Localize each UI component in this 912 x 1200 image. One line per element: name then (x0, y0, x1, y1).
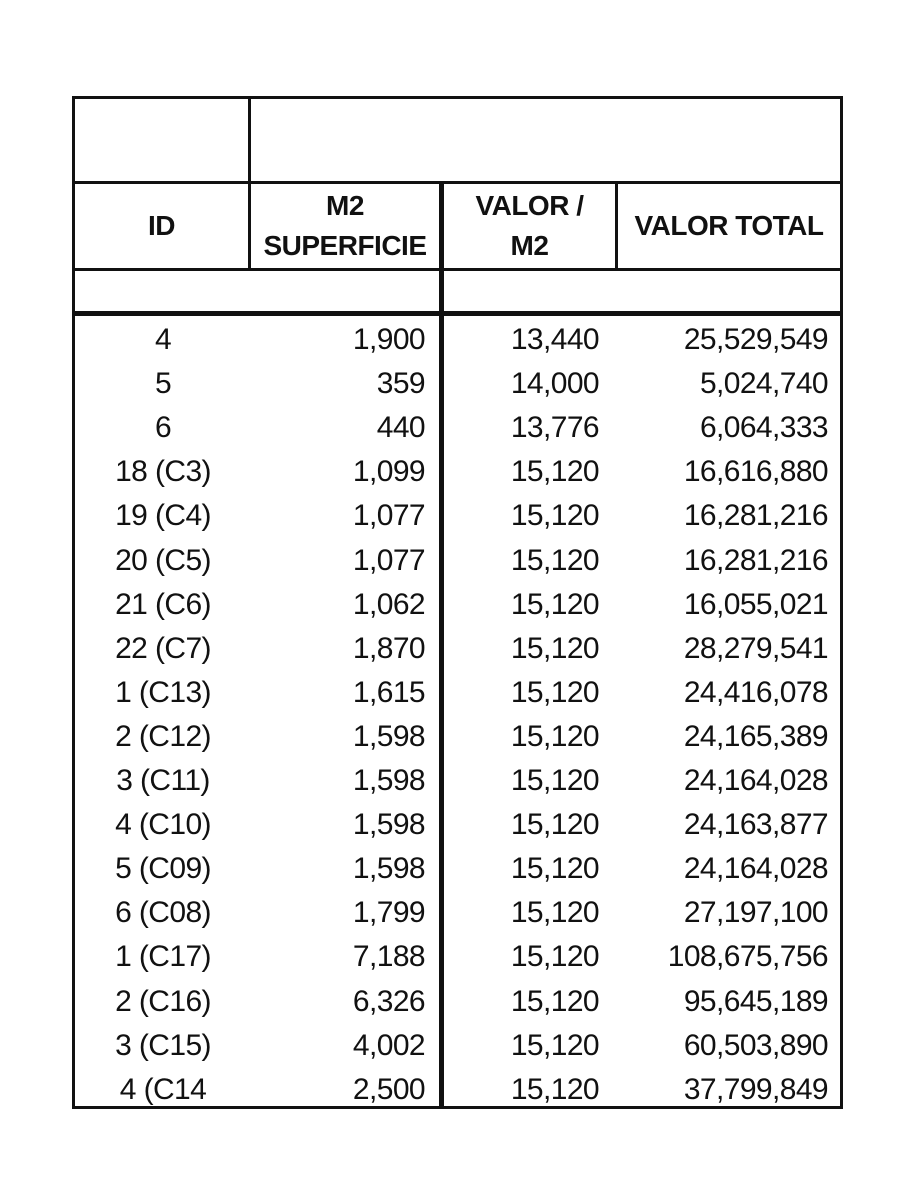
cell-m2-superficie: 1,077 (352, 543, 425, 577)
cell-id: 20 (C5) (115, 543, 211, 577)
header-id-label: ID (148, 210, 175, 241)
cell-m2-superficie: 1,598 (352, 764, 425, 797)
cell-valor-total: 24,416,078 (683, 675, 828, 709)
cell-m2-superficie: 6,326 (352, 984, 425, 1018)
cell-valor-m2: 15,120 (510, 764, 599, 797)
cell-m2-superficie: 1,900 (352, 323, 425, 356)
table-row (75, 759, 840, 803)
table-row (75, 539, 840, 583)
header-id (75, 184, 248, 268)
table-row (75, 803, 840, 847)
cell-valor-total: 28,279,541 (683, 631, 828, 665)
cell-id: 6 (C08) (115, 896, 211, 930)
header-valor-total-label: VALOR TOTAL (634, 210, 824, 241)
cell-valor-total: 5,024,740 (699, 367, 828, 401)
table-row (75, 494, 840, 538)
divider-spacer (75, 311, 840, 316)
cell-id: 18 (C3) (115, 455, 211, 489)
cell-id: 3 (C11) (116, 764, 210, 797)
cell-valor-m2: 15,120 (510, 1072, 599, 1106)
cell-id: 19 (C4) (115, 499, 211, 533)
cell-valor-total: 16,055,021 (683, 587, 828, 621)
cell-valor-total: 25,529,549 (683, 323, 828, 356)
table-row (75, 583, 840, 627)
cell-id: 22 (C7) (115, 631, 211, 665)
cell-m2-superficie: 1,077 (352, 499, 425, 533)
cell-id: 5 (C09) (115, 852, 211, 886)
cell-valor-m2: 13,776 (510, 411, 599, 445)
cell-valor-m2: 13,440 (510, 323, 599, 356)
cell-valor-total: 6,064,333 (699, 411, 828, 445)
cell-m2-superficie: 359 (376, 367, 425, 401)
cell-valor-m2: 15,120 (510, 543, 599, 577)
cell-id: 1 (C17) (115, 940, 211, 974)
header-m2-superficie-line2: SUPERFICIE (263, 230, 427, 261)
header-m2-superficie (251, 184, 439, 268)
cell-valor-total: 60,503,890 (683, 1028, 828, 1062)
cell-id: 21 (C6) (115, 587, 211, 621)
cell-m2-superficie: 1,598 (352, 719, 425, 753)
table-row (75, 1068, 840, 1112)
cell-valor-m2: 15,120 (510, 455, 599, 489)
cell-valor-m2: 15,120 (510, 984, 599, 1018)
cell-valor-total: 24,165,389 (683, 719, 828, 753)
table-row (75, 891, 840, 935)
table-row (75, 1024, 840, 1068)
cell-id: 4 (154, 323, 172, 356)
header-valor-m2-line1: VALOR / (475, 190, 584, 221)
cell-valor-m2: 15,120 (510, 940, 599, 974)
cell-valor-total: 16,281,216 (683, 499, 828, 533)
cell-valor-m2: 15,120 (510, 808, 599, 842)
cell-id: 6 (154, 411, 172, 445)
cell-valor-total: 37,799,849 (683, 1072, 828, 1106)
cell-valor-total: 95,645,189 (683, 984, 828, 1018)
top-merged-cell (251, 99, 840, 181)
spacer-left-cell (75, 271, 439, 311)
cell-m2-superficie: 4,002 (352, 1028, 425, 1062)
table-row (75, 671, 840, 715)
cell-valor-total: 24,164,028 (683, 764, 828, 797)
cell-valor-total: 108,675,756 (667, 940, 828, 974)
cell-id: 2 (C16) (115, 984, 211, 1018)
cell-m2-superficie: 1,870 (352, 631, 425, 665)
table-row (75, 935, 840, 979)
table-row (75, 362, 840, 406)
header-valor-total (618, 184, 840, 268)
spacer-right-cell (444, 271, 840, 311)
cell-valor-total: 27,197,100 (683, 896, 828, 930)
table-row (75, 847, 840, 891)
cell-valor-total: 16,281,216 (683, 543, 828, 577)
cell-valor-m2: 15,120 (510, 1028, 599, 1062)
cell-valor-m2: 14,000 (510, 367, 599, 401)
cell-valor-m2: 15,120 (510, 587, 599, 621)
table-row (75, 980, 840, 1024)
cell-valor-total: 24,163,877 (683, 808, 828, 842)
cell-valor-m2: 15,120 (510, 499, 599, 533)
top-left-cell (75, 99, 248, 181)
cell-m2-superficie: 1,799 (352, 896, 425, 930)
cell-id: 3 (C15) (115, 1028, 211, 1062)
cell-valor-total: 16,616,880 (683, 455, 828, 489)
valuation-table (72, 96, 843, 1109)
header-valor-m2 (444, 184, 615, 268)
cell-m2-superficie: 440 (376, 411, 425, 445)
table-row (75, 406, 840, 450)
cell-m2-superficie: 1,099 (352, 455, 425, 489)
cell-valor-total: 24,164,028 (683, 852, 828, 886)
cell-id: 5 (154, 367, 172, 401)
table-row (75, 318, 840, 362)
cell-id: 4 (C14 (119, 1072, 207, 1106)
cell-valor-m2: 15,120 (510, 719, 599, 753)
header-m2-superficie-line1: M2 (326, 190, 364, 221)
table-row (75, 627, 840, 671)
cell-id: 2 (C12) (115, 719, 211, 753)
cell-id: 4 (C10) (115, 808, 211, 842)
cell-valor-m2: 15,120 (510, 631, 599, 665)
cell-m2-superficie: 1,598 (352, 808, 425, 842)
cell-id: 1 (C13) (115, 675, 211, 709)
cell-m2-superficie: 7,188 (352, 940, 425, 974)
cell-valor-m2: 15,120 (510, 675, 599, 709)
table-row (75, 715, 840, 759)
table-row (75, 450, 840, 494)
cell-m2-superficie: 1,615 (352, 675, 425, 709)
cell-m2-superficie: 1,598 (352, 852, 425, 886)
cell-valor-m2: 15,120 (510, 852, 599, 886)
cell-m2-superficie: 1,062 (352, 587, 425, 621)
cell-m2-superficie: 2,500 (352, 1072, 425, 1106)
header-valor-m2-line2: M2 (510, 230, 549, 261)
cell-valor-m2: 15,120 (510, 896, 599, 930)
